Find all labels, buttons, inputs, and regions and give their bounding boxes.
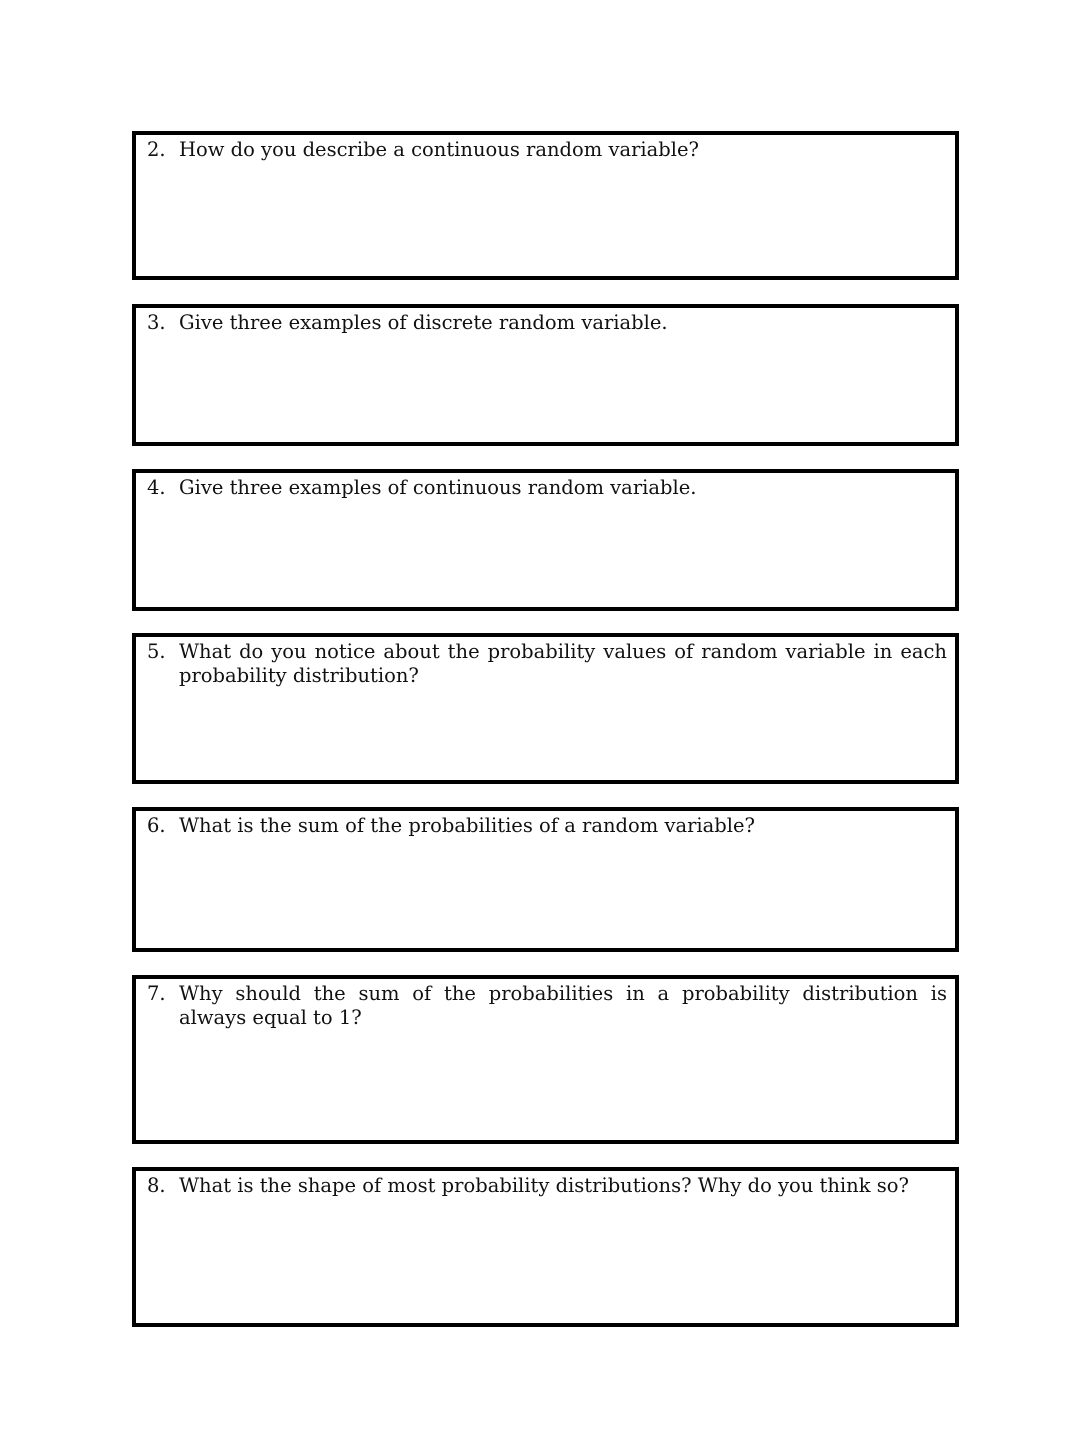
question-box-8 [132,1167,959,1327]
question-box-3 [132,304,959,446]
question-text: Give three examples of continuous random variable. [179,476,697,499]
question-number: 7. [147,982,166,1005]
question-box-7 [132,975,959,1144]
question-number: 5. [147,640,166,663]
question-box-4 [132,469,959,611]
question-text: What do you notice about the probability values of random variable in each probability distribution? [179,640,947,687]
question-number: 2. [147,138,166,161]
question-text: How do you describe a continuous random variable? [179,138,699,161]
question-box-6 [132,807,959,952]
question-number: 6. [147,814,166,837]
question-box-2 [132,131,959,280]
question-number: 3. [147,311,166,334]
question-number: 8. [147,1174,166,1197]
question-text: What is the shape of most probability distributions? Why do you think so? [179,1174,909,1197]
question-text: What is the sum of the probabilities of a random variable? [179,814,755,837]
question-text: Why should the sum of the probabilities in a probability distribution is always equal to 1? [179,982,947,1029]
question-text: Give three examples of discrete random variable. [179,311,668,334]
question-box-5 [132,633,959,784]
question-number: 4. [147,476,166,499]
